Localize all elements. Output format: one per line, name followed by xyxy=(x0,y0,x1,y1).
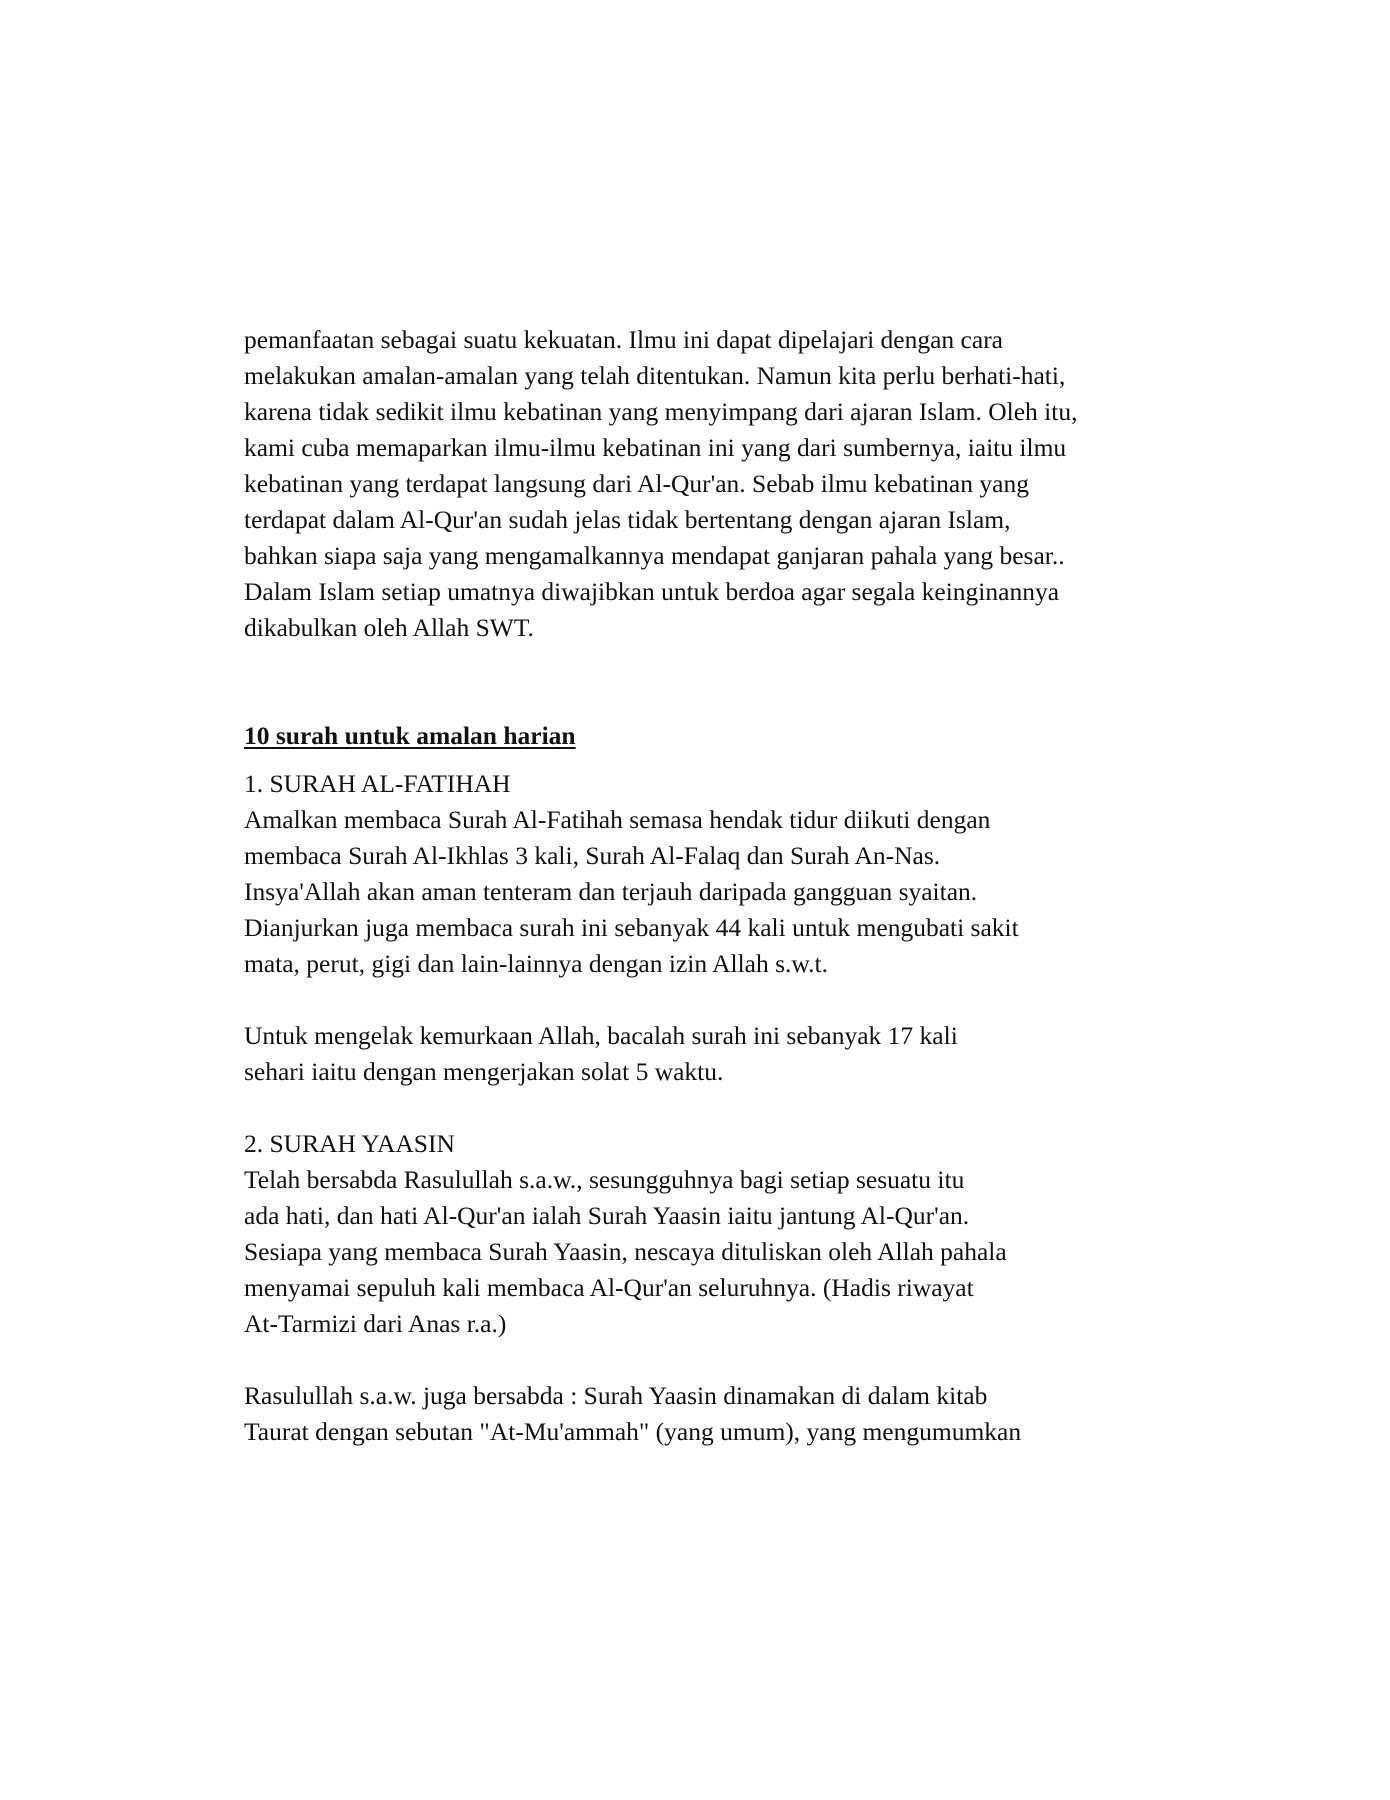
surah-2-paragraph-1 xyxy=(244,1162,1164,1342)
page-content xyxy=(244,322,1164,1450)
text-line: dikabulkan oleh Allah SWT. xyxy=(244,613,534,642)
text-line: kebatinan yang terdapat langsung dari Al-Qur'an. Sebab ilmu kebatinan yang xyxy=(244,469,1029,498)
section-gap xyxy=(244,1090,1164,1126)
paragraph-gap xyxy=(244,1342,1164,1378)
paragraph-gap xyxy=(244,982,1164,1018)
surah-1-paragraph-2 xyxy=(244,1018,1164,1090)
text-line: Insya'Allah akan aman tenteram dan terjauh daripada gangguan syaitan. xyxy=(244,877,978,906)
text-line: At-Tarmizi dari Anas r.a.) xyxy=(244,1309,507,1338)
surah-1-paragraph-1 xyxy=(244,802,1164,982)
text-line: Rasulullah s.a.w. juga bersabda : Surah Yaasin dinamakan di dalam kitab xyxy=(244,1381,988,1410)
text-line: Telah bersabda Rasulullah s.a.w., sesungguhnya bagi setiap sesuatu itu xyxy=(244,1165,965,1194)
text-line: Dalam Islam setiap umatnya diwajibkan untuk berdoa agar segala keinginannya xyxy=(244,577,1060,606)
text-line: membaca Surah Al-Ikhlas 3 kali, Surah Al-Falaq dan Surah An-Nas. xyxy=(244,841,941,870)
text-line: terdapat dalam Al-Qur'an sudah jelas tidak bertentang dengan ajaran Islam, xyxy=(244,505,1011,534)
text-line: menyamai sepuluh kali membaca Al-Qur'an seluruhnya. (Hadis riwayat xyxy=(244,1273,974,1302)
text-line: Dianjurkan juga membaca surah ini sebanyak 44 kali untuk mengubati sakit xyxy=(244,913,1019,942)
text-line: Untuk mengelak kemurkaan Allah, bacalah surah ini sebanyak 17 kali xyxy=(244,1021,958,1050)
text-line: karena tidak sedikit ilmu kebatinan yang menyimpang dari ajaran Islam. Oleh itu, xyxy=(244,397,1078,426)
text-line: pemanfaatan sebagai suatu kekuatan. Ilmu ini dapat dipelajari dengan cara xyxy=(244,325,1003,354)
surah-2-section xyxy=(244,1126,1164,1450)
surah-2-title: 2. SURAH YAASIN xyxy=(244,1129,455,1158)
text-line: melakukan amalan-amalan yang telah ditentukan. Namun kita perlu berhati-hati, xyxy=(244,361,1066,390)
text-line: kami cuba memaparkan ilmu-ilmu kebatinan ini yang dari sumbernya, iaitu ilmu xyxy=(244,433,1067,462)
surah-2-paragraph-2 xyxy=(244,1378,1164,1450)
section-heading: 10 surah untuk amalan harian xyxy=(244,721,576,750)
text-line: Amalkan membaca Surah Al-Fatihah semasa hendak tidur diikuti dengan xyxy=(244,805,991,834)
text-line: Taurat dengan sebutan "At-Mu'ammah" (yang umum), yang mengumumkan xyxy=(244,1417,1022,1446)
text-line: Sesiapa yang membaca Surah Yaasin, nescaya dituliskan oleh Allah pahala xyxy=(244,1237,1007,1266)
text-line: mata, perut, gigi dan lain-lainnya dengan izin Allah s.w.t. xyxy=(244,949,828,978)
intro-paragraph xyxy=(244,322,1164,646)
text-line: bahkan siapa saja yang mengamalkannya mendapat ganjaran pahala yang besar.. xyxy=(244,541,1065,570)
text-line: ada hati, dan hati Al-Qur'an ialah Surah Yaasin iaitu jantung Al-Qur'an. xyxy=(244,1201,970,1230)
text-line: sehari iaitu dengan mengerjakan solat 5 waktu. xyxy=(244,1057,724,1086)
surah-1-title: 1. SURAH AL-FATIHAH xyxy=(244,769,511,798)
surah-1-section xyxy=(244,766,1164,1090)
